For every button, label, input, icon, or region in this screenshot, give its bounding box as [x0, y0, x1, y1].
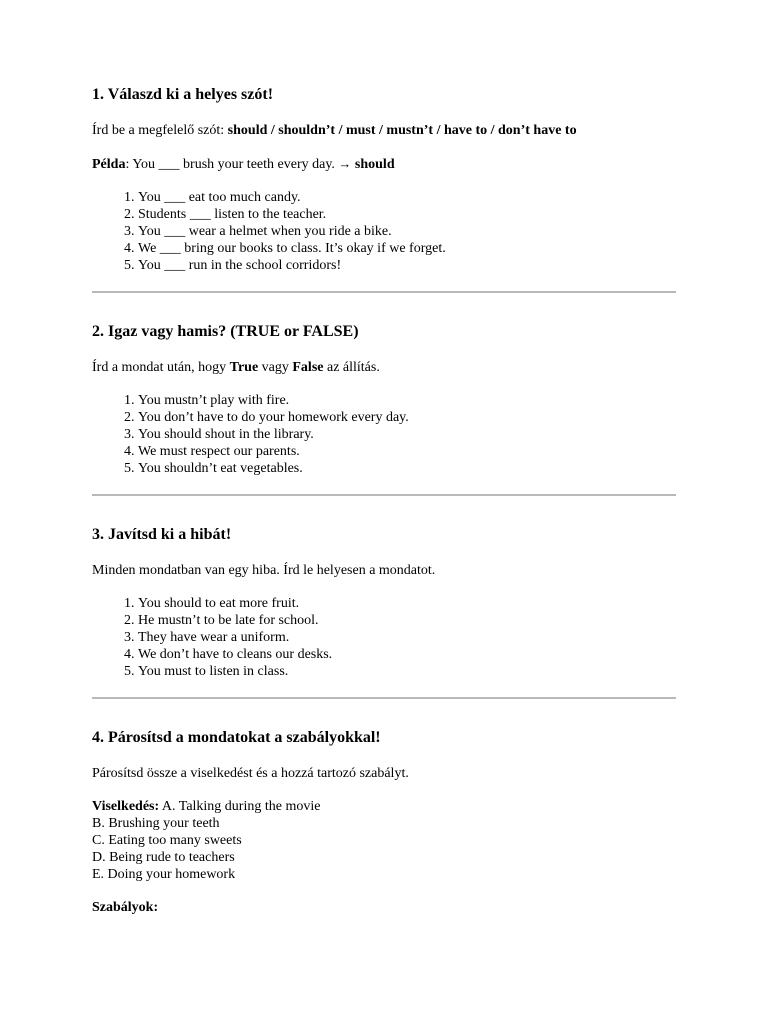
list-item: 3. You ___ wear a helmet when you ride a bike.	[138, 223, 676, 240]
behavior-item: D. Being rude to teachers	[92, 850, 235, 865]
section-3-instruction: Minden mondatban van egy hiba. Írd le helyesen a mondatot.	[92, 563, 436, 578]
instruction-prefix: Írd a mondat után, hogy	[92, 360, 230, 375]
section-divider	[92, 494, 676, 496]
rules-label-line	[92, 899, 676, 916]
example-text: : You ___ brush your teeth every day.	[125, 157, 339, 172]
behaviors-label: Viselkedés:	[92, 799, 160, 814]
behaviors-list	[92, 798, 676, 883]
section-3	[92, 524, 676, 680]
list-item: 3. They have wear a uniform.	[138, 629, 676, 646]
list-item: 2. Students ___ listen to the teacher.	[138, 206, 676, 223]
list-item: 5. You must to listen in class.	[138, 663, 676, 680]
instruction-prefix: Írd be a megfelelő szót:	[92, 123, 228, 138]
section-2-list	[92, 392, 676, 477]
section-4-instruction: Párosítsd össze a viselkedést és a hozzá tartozó szabályt.	[92, 766, 409, 781]
list-item: 4. We don’t have to cleans our desks.	[138, 646, 676, 663]
section-1-list	[92, 189, 676, 274]
list-item: 3. You should shout in the library.	[138, 426, 676, 443]
section-1	[92, 84, 676, 274]
section-1-example	[92, 155, 676, 173]
list-item: 5. You shouldn’t eat vegetables.	[138, 460, 676, 477]
instruction-mid: vagy	[258, 360, 293, 375]
arrow-icon: →	[338, 156, 352, 171]
example-label: Példa	[92, 157, 126, 172]
section-3-list	[92, 595, 676, 680]
section-divider	[92, 697, 676, 699]
list-item: 1. You should to eat more fruit.	[138, 595, 676, 612]
list-item: 4. We must respect our parents.	[138, 443, 676, 460]
section-2-instruction	[92, 359, 676, 376]
section-2	[92, 321, 676, 477]
behavior-item: C. Eating too many sweets	[92, 833, 242, 848]
section-4-title: 4. Párosítsd a mondatokat a szabályokkal!	[92, 729, 381, 746]
list-item: 5. You ___ run in the school corridors!	[138, 257, 676, 274]
instruction-words: should / shouldn’t / must / mustn’t / have to / don’t have to	[227, 123, 577, 138]
section-1-title: 1. Válaszd ki a helyes szót!	[92, 86, 274, 103]
section-2-title: 2. Igaz vagy hamis? (TRUE or FALSE)	[92, 323, 359, 340]
instruction-suffix: az állítás.	[323, 360, 380, 375]
section-3-title: 3. Javítsd ki a hibát!	[92, 526, 232, 543]
list-item: 2. You don’t have to do your homework every day.	[138, 409, 676, 426]
list-item: 2. He mustn’t to be late for school.	[138, 612, 676, 629]
list-item: 4. We ___ bring our books to class. It’s okay if we forget.	[138, 240, 676, 257]
section-divider	[92, 291, 676, 293]
instruction-true: True	[229, 360, 259, 375]
rules-label: Szabályok:	[92, 900, 159, 915]
behavior-text: A. Talking during the movie	[159, 799, 321, 814]
section-4	[92, 727, 676, 916]
instruction-false: False	[292, 360, 324, 375]
example-answer: should	[354, 157, 395, 172]
section-1-instruction	[92, 122, 676, 139]
behavior-item: E. Doing your homework	[92, 867, 236, 882]
list-item: 1. You mustn’t play with fire.	[138, 392, 676, 409]
behavior-item: B. Brushing your teeth	[92, 816, 220, 831]
behavior-item	[92, 798, 676, 815]
list-item: 1. You ___ eat too much candy.	[138, 189, 676, 206]
